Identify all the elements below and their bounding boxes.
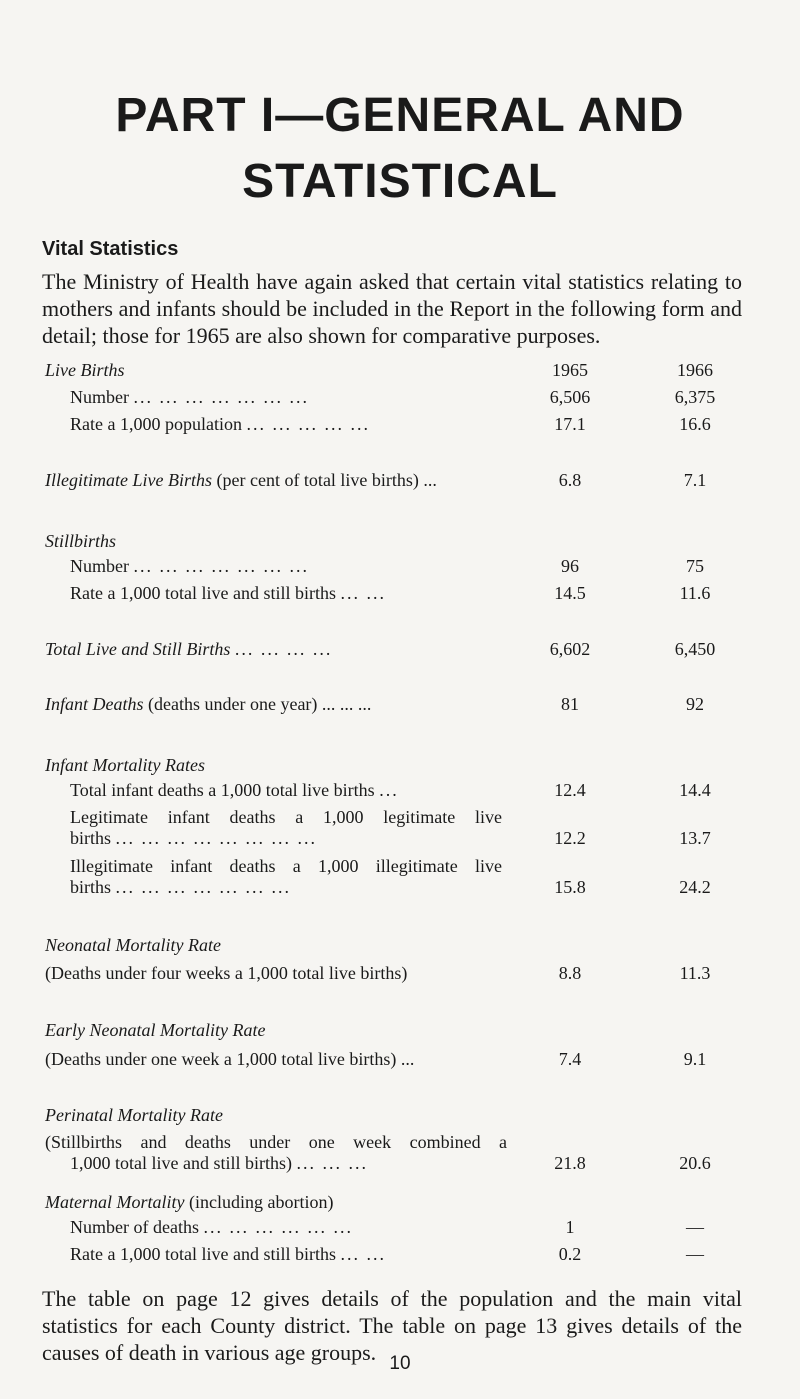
infant-mortality-heading: Infant Mortality Rates [45,755,205,775]
value-1965: 12.4 [554,780,586,800]
value-1965: 8.8 [558,963,582,983]
infant-mortality-heading-row [0,752,800,778]
row-label: Number of deaths [70,1217,199,1237]
value-1966: 11.3 [679,963,711,983]
early-neonatal-heading-row [0,1017,800,1043]
row-label: (per cent of total live births) ... [211,470,437,490]
value-1965: 1 [565,1217,575,1237]
live-births-rate-row [0,411,800,437]
infant-mortality-legit-row [0,825,800,851]
row-label: (Deaths under one week a 1,000 total live births) ... [45,1049,415,1069]
maternal-heading-row [0,1189,800,1215]
neonatal-heading-row [0,932,800,958]
leader-dots: ... ... ... [296,1153,368,1173]
maternal-number-row [0,1214,800,1240]
perinatal-row [0,1150,800,1176]
legitimate-label-line1: Legitimate infant deaths a 1,000 legitimate live [70,807,502,827]
page-title-line1: PART I—GENERAL AND [115,89,685,142]
leader-dots: ... ... ... ... ... ... ... ... [115,828,318,848]
page-title-line2: STATISTICAL [242,155,558,208]
value-1965: 12.2 [554,828,586,848]
leader-dots: ... ... [340,583,386,603]
value-1966: 13.7 [679,828,711,848]
maternal-heading: Maternal Mortality [45,1192,185,1212]
leader-dots: ... [379,780,399,800]
value-1965: 15.8 [554,877,586,897]
value-1966: — [686,1244,704,1264]
value-1966: 11.6 [679,583,711,603]
value-1966: 75 [686,556,704,576]
value-1965: 14.5 [554,583,586,603]
value-1965: 6.8 [558,470,582,490]
stillbirths-number-row [0,553,800,579]
row-label: Total infant deaths a 1,000 total live births [70,780,375,800]
page-number: 10 [389,1353,411,1374]
stillbirths-rate-row [0,580,800,606]
value-1966: 6,450 [674,639,716,659]
row-label: Rate a 1,000 population [70,414,242,434]
leader-dots: ... ... ... ... ... ... ... [133,387,309,407]
row-label: Number [70,556,129,576]
row-label: Number [70,387,129,407]
row-label: Rate a 1,000 total live and still births [70,1244,336,1264]
value-1965: 0.2 [558,1244,582,1264]
leader-dots: ... ... ... ... [234,639,333,659]
live-births-heading-row [0,357,800,383]
perinatal-label-line1: (Stillbirths and deaths under one week combined a [45,1132,507,1152]
value-1965: 21.8 [554,1153,586,1173]
value-1966: 6,375 [674,387,716,407]
leader-dots: ... ... ... ... ... ... [203,1217,353,1237]
header-1966: 1966 [677,360,713,380]
header-1965: 1965 [552,360,588,380]
row-label: births [70,828,112,848]
perinatal-heading: Perinatal Mortality Rate [45,1105,223,1125]
value-1966: 9.1 [683,1049,707,1069]
infant-mortality-total-row [0,777,800,803]
row-label: (Deaths under four weeks a 1,000 total live births) [45,963,408,983]
leader-dots: ... ... ... ... ... [246,414,370,434]
row-label: Rate a 1,000 total live and still births [70,583,336,603]
infant-deaths-heading: Infant Deaths [45,694,144,714]
value-1965: 81 [561,694,579,714]
value-1965: 7.4 [558,1049,582,1069]
illegitimate-row [0,467,800,493]
illegitimate-heading: Illegitimate Live Births [45,470,212,490]
infant-mortality-illegit-row [0,874,800,900]
leader-dots: ... ... ... ... ... ... ... [133,556,309,576]
value-1965: 6,506 [549,387,591,407]
total-live-still-row [0,636,800,662]
value-1966: 92 [686,694,704,714]
live-births-number-row [0,384,800,410]
value-1966: 16.6 [679,414,711,434]
value-1966: 14.4 [679,780,711,800]
infant-deaths-row [0,691,800,717]
early-neonatal-heading: Early Neonatal Mortality Rate [45,1020,266,1040]
illegitimate-label-line1: Illegitimate infant deaths a 1,000 illegitimate live [70,856,502,876]
row-label: (deaths under one year) ... ... ... [143,694,372,714]
maternal-heading-suffix: (including abortion) [184,1192,334,1212]
value-1966: — [686,1217,704,1237]
leader-dots: ... ... [340,1244,386,1264]
perinatal-heading-row [0,1102,800,1128]
closing-paragraph: The table on page 12 gives details of the population and the main vital statistics for each County district. The table on page 13 gives details of the causes of death in various age groups. [42,1286,742,1365]
value-1966: 20.6 [679,1153,711,1173]
value-1965: 6,602 [549,639,591,659]
section-title: Vital Statistics [42,238,179,260]
total-live-still-heading: Total Live and Still Births [45,639,231,659]
row-label: 1,000 total live and still births) [70,1153,292,1173]
value-1965: 96 [561,556,579,576]
row-label: births [70,877,112,897]
intro-paragraph: The Ministry of Health have again asked that certain vital statistics relating to mothers and infants should be included in the Report in the following form and detail; those for 1965 are also shown for comparative purposes. [42,269,742,348]
maternal-rate-row [0,1241,800,1267]
neonatal-heading: Neonatal Mortality Rate [45,935,221,955]
leader-dots: ... ... ... ... ... ... ... [115,877,292,897]
value-1966: 7.1 [683,470,707,490]
stillbirths-heading-row [0,528,800,554]
neonatal-row [0,960,800,986]
early-neonatal-row [0,1046,800,1072]
live-births-heading: Live Births [45,360,125,380]
value-1966: 24.2 [679,877,711,897]
value-1965: 17.1 [554,414,586,434]
stillbirths-heading: Stillbirths [45,531,117,551]
